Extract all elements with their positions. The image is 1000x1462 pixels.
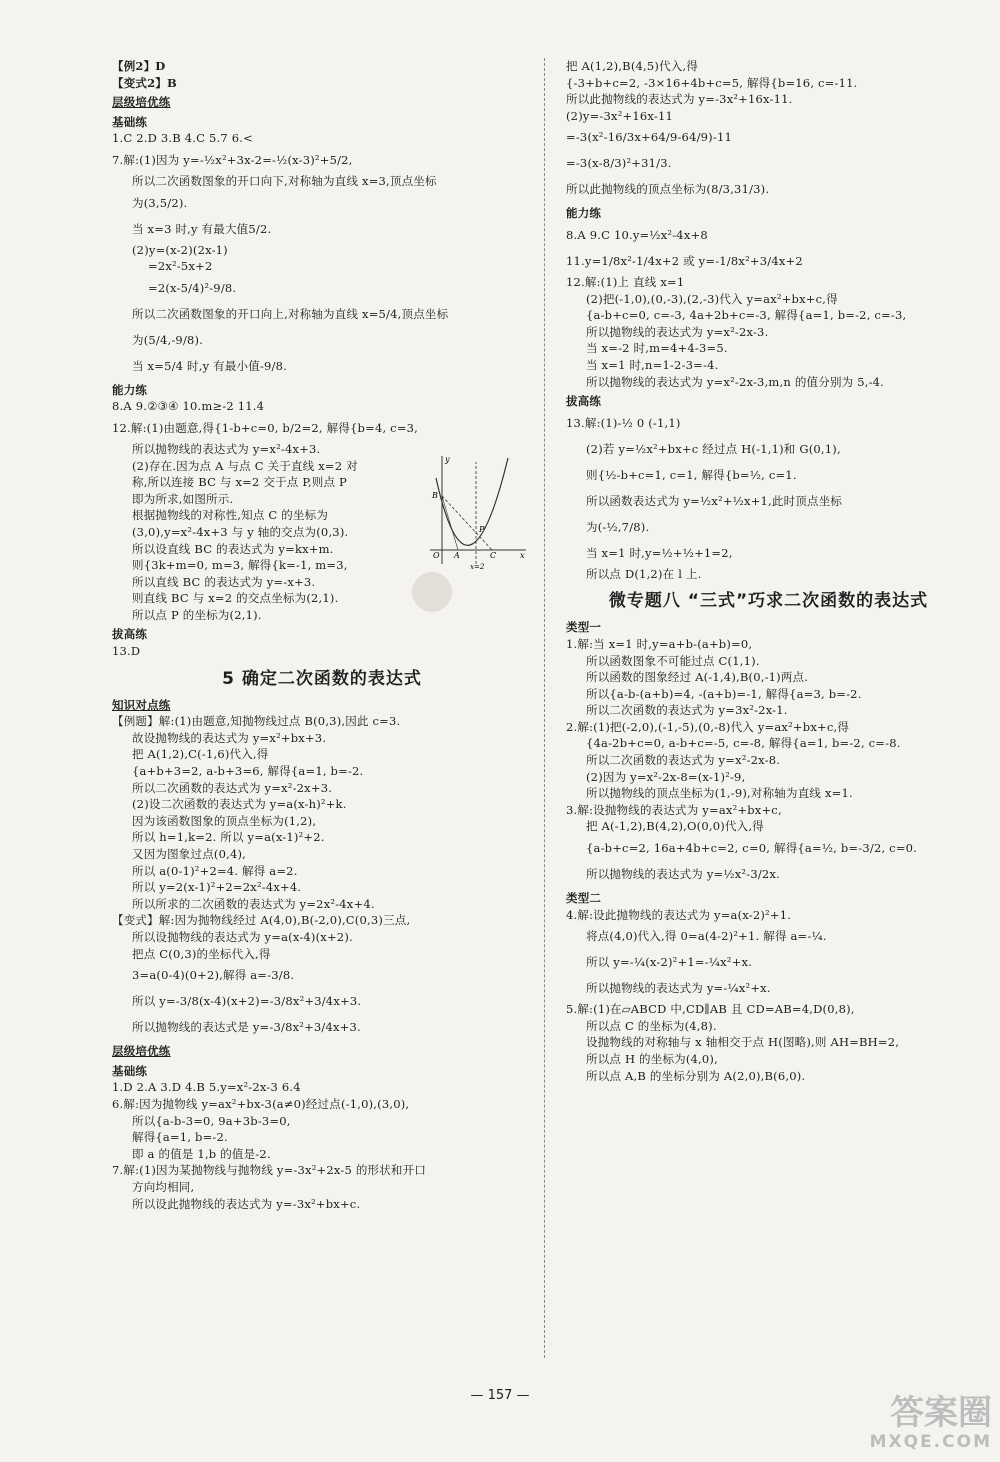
left-line: 【变式】解:因为抛物线经过 A(4,0),B(-2,0),C(0,3)三点, (112, 913, 411, 928)
right-line: 将点(4,0)代入,得 0=a(4-2)²+1. 解得 a=-¼. (586, 929, 827, 944)
left-line: 为(3,5/2). (132, 195, 188, 210)
right-line: 所以点 H 的坐标为(4,0), (586, 1052, 718, 1066)
right-line: {4a-2b+c=0, a-b+c=-5, c=-8, 解得{a=1, b=-2, c=-8. (586, 736, 901, 751)
parabola-figure (420, 452, 530, 570)
right-line: 把 A(1,2),B(4,5)代入,得 (566, 59, 699, 73)
right-line: 所以点 C 的坐标为(4,8). (586, 1018, 717, 1033)
left-line: 即为所求,如图所示. (132, 491, 234, 506)
left-line: 把 A(1,2),C(-1,6)代入,得 (132, 747, 269, 762)
left-line: 所以直线 BC 的表达式为 y=-x+3. (132, 574, 316, 589)
right-line: 12.解:(1)上 直线 x=1 (566, 274, 685, 289)
figure-label-a: A (454, 551, 460, 560)
figure-label-c: C (490, 551, 497, 560)
right-line: 当 x=1 时,y=½+½+1=2, (586, 545, 733, 560)
right-line: 当 x=-2 时,m=4+4-3=5. (586, 341, 728, 356)
right-line: 8.A 9.C 10.y=½x²-4x+8 (566, 227, 708, 242)
right-line: =-3(x²-16/3x+64/9-64/9)-11 (566, 130, 732, 145)
left-line: 解得{a=1, b=-2. (132, 1130, 228, 1145)
left-line: 【例2】D (112, 59, 166, 73)
right-line: 所以此抛物线的顶点坐标为(8/3,31/3). (566, 182, 770, 197)
left-line: 当 x=5/4 时,y 有最小值-9/8. (132, 358, 287, 373)
right-line: {a-b+c=0, c=-3, 4a+2b+c=-3, 解得{a=1, b=-2, c=-3, (586, 308, 907, 323)
right-line: 3.解:设抛物线的表达式为 y=ax²+bx+c, (566, 802, 782, 817)
left-line: 层级培优练 (112, 95, 171, 110)
left-line: (2)y=(x-2)(2x-1) (132, 242, 228, 257)
right-line: 4.解:设此抛物线的表达式为 y=a(x-2)²+1. (566, 907, 792, 922)
figure-label-p: P (479, 525, 485, 534)
left-line: 又因为图象过点(0,4), (132, 847, 247, 861)
right-line: {-3+b+c=2, -3×16+4b+c=5, 解得{b=16, c=-11. (566, 75, 858, 90)
figure-label-b: B (432, 491, 438, 500)
left-line: 1.D 2.A 3.D 4.B 5.y=x²-2x-3 6.4 (112, 1080, 301, 1095)
left-line: 基础练 (112, 1063, 148, 1078)
left-line: 所以抛物线的表达式是 y=-3/8x²+3/4x+3. (132, 1020, 361, 1035)
left-line: 【变式2】B (112, 75, 177, 90)
left-line: (2)设二次函数的表达式为 y=a(x-h)²+k. (132, 797, 347, 812)
left-line: 为(5/4,-9/8). (132, 332, 204, 347)
left-line: 把点 C(0,3)的坐标代入,得 (132, 946, 271, 961)
left-line: 即 a 的值是 1,b 的值是-2. (132, 1146, 271, 1161)
right-line: 所以函数表达式为 y=½x²+½x+1,此时顶点坐标 (586, 493, 843, 508)
faded-stamp (412, 572, 452, 612)
right-column (566, 58, 971, 1084)
left-line: 1.C 2.D 3.B 4.C 5.7 6.< (112, 131, 253, 146)
right-line: 拔高练 (566, 394, 602, 409)
left-line: 知识对点练 (112, 697, 171, 712)
left-line: 所以抛物线的表达式为 y=x²-4x+3. (132, 441, 321, 456)
right-line: 所以抛物线的顶点坐标为(1,-9),对称轴为直线 x=1. (586, 786, 853, 801)
right-line: 所以二次函数的表达式为 y=3x²-2x-1. (586, 703, 788, 718)
right-line: 为(-½,7/8). (586, 519, 650, 534)
right-line: 设抛物线的对称轴与 x 轴相交于点 H(图略),则 AH=BH=2, (586, 1035, 900, 1050)
right-line: 所以函数图象不可能过点 C(1,1). (586, 653, 760, 668)
left-line: 所以 y=-3/8(x-4)(x+2)=-3/8x²+3/4x+3. (132, 994, 362, 1009)
left-line: 则{3k+m=0, m=3, 解得{k=-1, m=3, (132, 558, 348, 573)
left-line: 方向均相同, (132, 1179, 195, 1194)
left-line: 所以{a-b-3=0, 9a+3b-3=0, (132, 1113, 291, 1128)
left-line: 3=a(0-4)(0+2),解得 a=-3/8. (132, 968, 295, 983)
right-line: (2)因为 y=x²-2x-8=(x-1)²-9, (586, 769, 746, 784)
left-line: 层级培优练 (112, 1044, 171, 1059)
left-line: 6.解:因为抛物线 y=ax²+bx-3(a≠0)经过点(-1,0),(3,0), (112, 1096, 410, 1111)
right-line: 所以抛物线的表达式为 y=½x²-3/2x. (586, 867, 780, 882)
left-line: 所以二次函数的表达式为 y=x²-2x+3. (132, 780, 333, 795)
left-line: 所以所求的二次函数的表达式为 y=2x²-4x+4. (132, 896, 375, 911)
left-column (112, 58, 532, 1212)
left-line: =2(x-5/4)²-9/8. (148, 280, 237, 295)
right-line: 所以{a-b-(a+b)=4, -(a+b)=-1, 解得{a=3, b=-2. (586, 686, 862, 701)
left-line: 故设抛物线的表达式为 y=x²+bx+3. (132, 730, 327, 745)
figure-label-o: O (433, 551, 440, 560)
left-line: 所以二次函数图象的开口向下,对称轴为直线 x=3,顶点坐标 (132, 173, 437, 188)
right-line: 5.解:(1)在▱ABCD 中,CD∥AB 且 CD=AB=4,D(0,8), (566, 1002, 855, 1017)
left-line: 称,所以连接 BC 与 x=2 交于点 P,则点 P (132, 475, 347, 490)
left-line: 能力练 (112, 382, 148, 397)
right-line: 类型二 (566, 891, 602, 906)
left-line: 则直线 BC 与 x=2 的交点坐标为(2,1). (132, 591, 339, 606)
figure-label-y: y (445, 455, 450, 464)
right-line: 11.y=1/8x²-1/4x+2 或 y=-1/8x²+3/4x+2 (566, 253, 803, 268)
left-line: =2x²-5x+2 (148, 259, 213, 274)
right-line: 把 A(-1,2),B(4,2),O(0,0)代入,得 (586, 819, 764, 834)
left-line: 所以设直线 BC 的表达式为 y=kx+m. (132, 541, 334, 556)
right-line: 所以二次函数的表达式为 y=x²-2x-8. (586, 753, 781, 768)
left-line: 基础练 (112, 114, 148, 129)
left-line: 所以 y=2(x-1)²+2=2x²-4x+4. (132, 880, 302, 895)
left-line: 拔高练 (112, 627, 148, 642)
left-line: 所以 a(0-1)²+2=4. 解得 a=2. (132, 863, 298, 878)
left-line: 8.A 9.②③④ 10.m≥-2 11.4 (112, 399, 265, 414)
left-line: 7.解:(1)因为某抛物线与抛物线 y=-3x²+2x-5 的形状和开口 (112, 1163, 427, 1178)
left-line: (2)存在.因为点 A 与点 C 关于直线 x=2 对 (132, 458, 358, 473)
right-line: 所以抛物线的表达式为 y=x²-2x-3. (586, 324, 769, 339)
right-line: 所以函数的图象经过 A(-1,4),B(0,-1)两点. (586, 670, 809, 685)
left-line: 所以 h=1,k=2. 所以 y=a(x-1)²+2. (132, 830, 325, 845)
right-line: 能力练 (566, 206, 602, 221)
right-line: 2.解:(1)把(-2,0),(-1,-5),(0,-8)代入 y=ax²+bx+c,得 (566, 719, 850, 734)
right-line: 所以抛物线的表达式为 y=x²-2x-3,m,n 的值分别为 5,-4. (586, 374, 885, 389)
figure-label-x2: x=2 (470, 563, 485, 570)
watermark-logo: 答案圈 MXQE.COM (869, 1393, 992, 1452)
right-line: 当 x=1 时,n=1-2-3=-4. (586, 357, 719, 372)
left-line: 12.解:(1)由题意,得{1-b+c=0, b/2=2, 解得{b=4, c=3, (112, 420, 419, 435)
right-line: (2)把(-1,0),(0,-3),(2,-3)代入 y=ax²+bx+c,得 (586, 291, 838, 306)
left-line: 【例题】解:(1)由题意,知抛物线过点 B(0,3),因此 c=3. (112, 714, 401, 729)
left-line: 所以设抛物线的表达式为 y=a(x-4)(x+2). (132, 929, 353, 944)
right-line: 所以点 D(1,2)在 l 上. (586, 566, 702, 581)
left-line: 5 确定二次函数的表达式 (222, 668, 422, 689)
right-line: 微专题八 “三式”巧求二次函数的表达式 (608, 591, 929, 612)
left-line: 当 x=3 时,y 有最大值5/2. (132, 221, 272, 236)
right-line: (2)y=-3x²+16x-11 (566, 108, 673, 123)
right-line: =-3(x-8/3)²+31/3. (566, 156, 672, 171)
right-line: 所以 y=-¼(x-2)²+1=-¼x²+x. (586, 955, 752, 970)
page-number: — 157 — (470, 1388, 530, 1403)
right-line: 13.解:(1)-½ 0 (-1,1) (566, 415, 681, 430)
figure-label-x: x (520, 551, 525, 560)
left-line: 因为该函数图象的顶点坐标为(1,2), (132, 813, 317, 828)
left-line: 所以设此抛物线的表达式为 y=-3x²+bx+c. (132, 1196, 361, 1211)
left-line: (3,0),y=x²-4x+3 与 y 轴的交点为(0,3). (132, 524, 349, 539)
right-line: 所以此抛物线的表达式为 y=-3x²+16x-11. (566, 92, 793, 107)
column-divider (544, 58, 545, 1358)
left-line: 7.解:(1)因为 y=-½x²+3x-2=-½(x-3)²+5/2, (112, 152, 353, 167)
left-line: 根据抛物线的对称性,知点 C 的坐标为 (132, 508, 329, 523)
right-line: 则{½-b+c=1, c=1, 解得{b=½, c=1. (586, 467, 797, 482)
left-line: 所以点 P 的坐标为(2,1). (132, 607, 262, 622)
right-line: 1.解:当 x=1 时,y=a+b-(a+b)=0, (566, 636, 753, 651)
right-line: 所以抛物线的表达式为 y=-¼x²+x. (586, 981, 771, 996)
left-line: 所以二次函数图象的开口向上,对称轴为直线 x=5/4,顶点坐标 (132, 306, 449, 321)
left-line: 13.D (112, 644, 141, 659)
left-line: {a+b+3=2, a-b+3=6, 解得{a=1, b=-2. (132, 764, 364, 779)
right-line: 所以点 A,B 的坐标分别为 A(2,0),B(6,0). (586, 1068, 806, 1083)
right-line: (2)若 y=½x²+bx+c 经过点 H(-1,1)和 G(0,1), (586, 441, 841, 456)
right-line: 类型一 (566, 620, 602, 635)
right-line: {a-b+c=2, 16a+4b+c=2, c=0, 解得{a=½, b=-3/2, c=0. (586, 841, 918, 856)
